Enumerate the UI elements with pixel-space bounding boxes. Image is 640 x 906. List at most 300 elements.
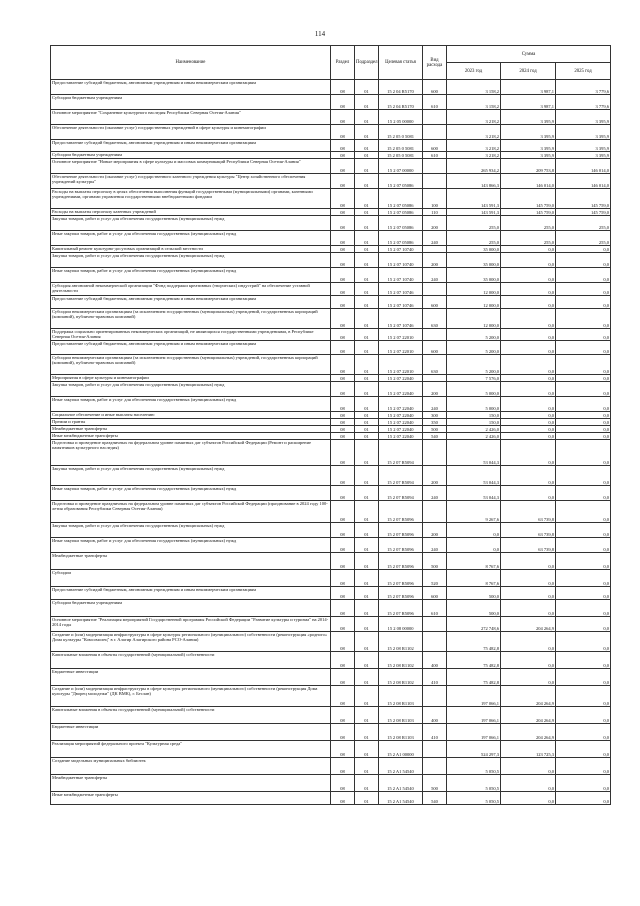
table-row	[51, 570, 611, 587]
row-razdel: 08	[331, 397, 355, 412]
row-sum-2023: 5 200,0	[447, 355, 501, 375]
row-podrazdel: 01	[355, 253, 379, 268]
row-name: Предоставление субсидий бюджетным, автономным учреждениям и иным некоммерческим организациям	[51, 341, 331, 355]
table-row	[51, 632, 611, 652]
row-sum-2025: 0,0	[556, 329, 611, 341]
row-razdel: 08	[331, 341, 355, 355]
table-row	[51, 296, 611, 309]
row-sum-2024: 255,0	[501, 231, 556, 246]
row-target: 15 2 07 10746	[379, 283, 423, 296]
row-sum-2024: 0,0	[501, 758, 556, 775]
row-sum-2024: 0,0	[501, 246, 556, 253]
row-target: 15 2 04 R5170	[379, 80, 423, 95]
row-sum-2023: 2 426,0	[447, 426, 501, 433]
row-razdel: 08	[331, 501, 355, 523]
row-sum-2023: 197 066,1	[447, 707, 501, 724]
row-vid: 200	[423, 466, 447, 486]
row-vid: 610	[423, 600, 447, 617]
row-podrazdel: 01	[355, 397, 379, 412]
row-sum-2025: 0,0	[556, 652, 611, 669]
row-vid: 500	[423, 553, 447, 570]
table-row	[51, 669, 611, 686]
row-vid	[423, 125, 447, 140]
table-row	[51, 341, 611, 355]
row-vid	[423, 686, 447, 707]
header-name: Наименование	[51, 46, 331, 80]
row-sum-2023: 3 218,2	[447, 110, 501, 125]
row-razdel: 08	[331, 570, 355, 587]
row-target: 15 2 07 22040	[379, 397, 423, 412]
row-sum-2025: 0,0	[556, 486, 611, 501]
row-name: Межбюджетные трансферты	[51, 426, 331, 433]
row-podrazdel: 01	[355, 686, 379, 707]
row-vid	[423, 159, 447, 174]
row-podrazdel: 01	[355, 792, 379, 805]
table-row	[51, 707, 611, 724]
row-sum-2023: 5 050,5	[447, 758, 501, 775]
row-vid: 410	[423, 669, 447, 686]
row-podrazdel: 01	[355, 246, 379, 253]
row-sum-2025: 0,0	[556, 587, 611, 600]
row-target: 15 2 07 05086	[379, 209, 423, 216]
row-sum-2025: 146 014,0	[556, 174, 611, 189]
row-sum-2025: 0,0	[556, 523, 611, 538]
row-target: 15 2 08 R1103	[379, 724, 423, 741]
row-sum-2025: 3 779,6	[556, 80, 611, 95]
row-name: Предоставление субсидий бюджетным, автономным учреждениям и иным некоммерческим организациям	[51, 296, 331, 309]
row-razdel: 08	[331, 152, 355, 159]
row-sum-2024: 0,0	[501, 553, 556, 570]
row-target: 15 2 08 R1102	[379, 632, 423, 652]
row-target: 15 2 07 R5094	[379, 466, 423, 486]
table-row	[51, 283, 611, 296]
row-name: Субсидия автономной некоммерческой организации "Фонд поддержки креативных (творческих) индустрий" на обеспечение уставной деятельности	[51, 283, 331, 296]
row-podrazdel: 01	[355, 440, 379, 466]
row-sum-2023: 8 767,6	[447, 570, 501, 587]
row-podrazdel: 01	[355, 617, 379, 632]
row-podrazdel: 01	[355, 80, 379, 95]
row-target: 15 2 07 R5094	[379, 440, 423, 466]
row-vid	[423, 246, 447, 253]
row-name: Иные закупки товаров, работ и услуг для обеспечения государственных (муниципальных) нужд	[51, 538, 331, 553]
table-row	[51, 792, 611, 805]
row-name: Бюджетные инвестиции	[51, 669, 331, 686]
row-target: 15 2 A1 54540	[379, 792, 423, 805]
row-sum-2024: 123 725,3	[501, 741, 556, 758]
header-year-2025: 2025 год	[556, 63, 611, 80]
row-target: 15 2 07 R5094	[379, 486, 423, 501]
row-target: 15 2 07 10746	[379, 296, 423, 309]
row-razdel: 08	[331, 440, 355, 466]
row-vid	[423, 174, 447, 189]
row-podrazdel: 01	[355, 174, 379, 189]
row-sum-2025: 0,0	[556, 758, 611, 775]
row-podrazdel: 01	[355, 341, 379, 355]
row-sum-2024: 0,0	[501, 382, 556, 397]
row-sum-2023: 500,0	[447, 600, 501, 617]
row-sum-2025: 0,0	[556, 632, 611, 652]
row-podrazdel: 01	[355, 140, 379, 152]
row-vid	[423, 375, 447, 382]
row-vid: 500	[423, 775, 447, 792]
row-sum-2023: 143 591,3	[447, 209, 501, 216]
row-sum-2025: 0,0	[556, 686, 611, 707]
row-podrazdel: 01	[355, 775, 379, 792]
row-sum-2023: 75 482,8	[447, 632, 501, 652]
row-sum-2025: 0,0	[556, 397, 611, 412]
row-razdel: 08	[331, 419, 355, 426]
row-sum-2024: 3 395,9	[501, 152, 556, 159]
row-razdel: 08	[331, 159, 355, 174]
row-name: Создание и (или) модернизация инфраструктуры в сфере культуры регионального (муниципального) собственности (реконструкция Дома культуры "Дворец молодежи" (ДК ВМК), г. Беслан)	[51, 686, 331, 707]
row-sum-2023: 8 767,6	[447, 553, 501, 570]
row-sum-2024: 0,0	[501, 412, 556, 419]
row-sum-2023: 12 000,0	[447, 309, 501, 329]
table-body	[51, 80, 611, 805]
row-name: Капитальные вложения в объекты государственной (муниципальной) собственности	[51, 707, 331, 724]
row-target: 15 2 07 R5096	[379, 553, 423, 570]
row-razdel: 08	[331, 617, 355, 632]
row-vid: 400	[423, 652, 447, 669]
row-sum-2023: 53 044,3	[447, 486, 501, 501]
row-podrazdel: 01	[355, 329, 379, 341]
row-podrazdel: 01	[355, 538, 379, 553]
row-target: 15 2 07 22040	[379, 375, 423, 382]
row-vid	[423, 110, 447, 125]
table-row	[51, 125, 611, 140]
row-sum-2023: 143 591,3	[447, 189, 501, 209]
table-row	[51, 724, 611, 741]
row-sum-2024: 204 264,9	[501, 724, 556, 741]
row-sum-2025: 0,0	[556, 412, 611, 419]
row-sum-2024: 63 739,8	[501, 523, 556, 538]
row-podrazdel: 01	[355, 95, 379, 110]
row-vid: 240	[423, 268, 447, 283]
row-sum-2025: 0,0	[556, 741, 611, 758]
row-sum-2025: 0,0	[556, 724, 611, 741]
row-podrazdel: 01	[355, 309, 379, 329]
row-sum-2023: 5 200,0	[447, 341, 501, 355]
row-podrazdel: 01	[355, 570, 379, 587]
row-sum-2023: 5 200,0	[447, 329, 501, 341]
row-target: 15 2 07 R5096	[379, 538, 423, 553]
row-target: 15 2 07 R5096	[379, 570, 423, 587]
table-row	[51, 466, 611, 486]
row-sum-2024: 0,0	[501, 792, 556, 805]
row-podrazdel: 01	[355, 159, 379, 174]
row-target: 15 2 08 R1103	[379, 707, 423, 724]
table-row	[51, 587, 611, 600]
row-sum-2024: 0,0	[501, 341, 556, 355]
row-name: Закупка товаров, работ и услуг для обеспечения государственных (муниципальных) нужд	[51, 253, 331, 268]
row-sum-2025: 145 759,0	[556, 189, 611, 209]
row-sum-2023: 150,0	[447, 412, 501, 419]
row-target: 15 2 07 22010	[379, 355, 423, 375]
row-name: Иные межбюджетные трансферты	[51, 433, 331, 440]
row-vid: 610	[423, 95, 447, 110]
row-podrazdel: 01	[355, 652, 379, 669]
row-sum-2025: 255,0	[556, 216, 611, 231]
row-podrazdel: 01	[355, 632, 379, 652]
row-podrazdel: 01	[355, 553, 379, 570]
row-name: Закупка товаров, работ и услуг для обеспечения государственных (муниципальных) нужд	[51, 466, 331, 486]
row-name: Капитальные вложения в объекты государственной (муниципальной) собственности	[51, 652, 331, 669]
table-row	[51, 140, 611, 152]
row-vid: 200	[423, 523, 447, 538]
row-target: 15 2 07 22040	[379, 419, 423, 426]
row-razdel: 08	[331, 268, 355, 283]
row-razdel: 08	[331, 140, 355, 152]
table-row	[51, 433, 611, 440]
row-razdel: 08	[331, 216, 355, 231]
row-podrazdel: 01	[355, 283, 379, 296]
row-sum-2025: 0,0	[556, 440, 611, 466]
row-vid: 600	[423, 140, 447, 152]
table-row	[51, 80, 611, 95]
row-vid: 630	[423, 355, 447, 375]
row-name: Предоставление субсидий бюджетным, автономным учреждениям и иным некоммерческим организациям	[51, 80, 331, 95]
row-sum-2024: 0,0	[501, 296, 556, 309]
table-row	[51, 600, 611, 617]
table-row	[51, 419, 611, 426]
row-razdel: 08	[331, 329, 355, 341]
row-podrazdel: 01	[355, 741, 379, 758]
row-sum-2023: 3 158,2	[447, 80, 501, 95]
row-target: 15 2 05 0 5081	[379, 152, 423, 159]
row-vid: 410	[423, 724, 447, 741]
row-sum-2024: 145 759,0	[501, 209, 556, 216]
table-row	[51, 440, 611, 466]
row-razdel: 08	[331, 724, 355, 741]
row-name: Закупка товаров, работ и услуг для обеспечения государственных (муниципальных) нужд	[51, 216, 331, 231]
table-row	[51, 253, 611, 268]
row-vid	[423, 283, 447, 296]
row-target: 15 2 07 05086	[379, 189, 423, 209]
row-name: Закупка товаров, работ и услуг для обеспечения государственных (муниципальных) нужд	[51, 382, 331, 397]
row-vid: 540	[423, 792, 447, 805]
row-sum-2025: 0,0	[556, 600, 611, 617]
row-name: Создание модельных муниципальных библиотек	[51, 758, 331, 775]
table-row	[51, 686, 611, 707]
table-row	[51, 216, 611, 231]
table-row	[51, 329, 611, 341]
row-vid: 200	[423, 382, 447, 397]
row-sum-2025: 0,0	[556, 707, 611, 724]
row-sum-2023: 143 866,3	[447, 174, 501, 189]
row-target: 15 2 08 R1102	[379, 669, 423, 686]
row-sum-2024: 209 753,8	[501, 159, 556, 174]
table-row	[51, 617, 611, 632]
row-name: Иные межбюджетные трансферты	[51, 792, 331, 805]
row-vid	[423, 741, 447, 758]
row-podrazdel: 01	[355, 724, 379, 741]
row-podrazdel: 01	[355, 523, 379, 538]
row-sum-2023: 500,0	[447, 587, 501, 600]
row-name: Мероприятия в сфере культуры и кинематографии	[51, 375, 331, 382]
row-podrazdel: 01	[355, 433, 379, 440]
row-razdel: 08	[331, 174, 355, 189]
table-row	[51, 110, 611, 125]
row-podrazdel: 01	[355, 600, 379, 617]
row-sum-2023: 35 000,0	[447, 268, 501, 283]
row-sum-2023: 0,0	[447, 523, 501, 538]
row-podrazdel: 01	[355, 419, 379, 426]
row-sum-2024: 0,0	[501, 587, 556, 600]
row-sum-2025: 3 395,9	[556, 125, 611, 140]
row-sum-2024: 0,0	[501, 775, 556, 792]
row-name: Обеспечение деятельности (оказание услуг) государственных учреждений в сфере культуры и кинематографии	[51, 125, 331, 140]
row-podrazdel: 01	[355, 707, 379, 724]
row-sum-2024: 63 739,8	[501, 501, 556, 523]
row-sum-2024: 63 739,8	[501, 538, 556, 553]
row-name: Субсидии бюджетным учреждениям	[51, 95, 331, 110]
row-sum-2023: 35 000,0	[447, 253, 501, 268]
row-sum-2025: 0,0	[556, 382, 611, 397]
row-vid: 110	[423, 209, 447, 216]
row-target: 15 2 07 R5096	[379, 600, 423, 617]
row-target: 15 2 07 R5096	[379, 523, 423, 538]
row-sum-2025: 0,0	[556, 268, 611, 283]
row-sum-2024: 0,0	[501, 433, 556, 440]
row-razdel: 08	[331, 189, 355, 209]
row-podrazdel: 01	[355, 268, 379, 283]
row-target: 15 2 08 00000	[379, 617, 423, 632]
row-sum-2023: 53 044,3	[447, 440, 501, 466]
row-sum-2025: 3 395,9	[556, 140, 611, 152]
row-podrazdel: 01	[355, 466, 379, 486]
row-target: 15 2 07 00000	[379, 159, 423, 174]
row-razdel: 08	[331, 669, 355, 686]
row-name: Основное мероприятие "Реализация мероприятий Государственной программы Российской Федерации "Развитие культуры и туризма" на 2014-2014 годы	[51, 617, 331, 632]
row-sum-2024: 3 395,9	[501, 110, 556, 125]
row-razdel: 08	[331, 283, 355, 296]
row-sum-2025: 0,0	[556, 341, 611, 355]
row-name: Закупка товаров, работ и услуг для обеспечения государственных (муниципальных) нужд	[51, 523, 331, 538]
row-sum-2023: 5 050,5	[447, 775, 501, 792]
row-sum-2025: 0,0	[556, 283, 611, 296]
row-vid: 240	[423, 397, 447, 412]
row-target: 15 2 07 22040	[379, 433, 423, 440]
row-sum-2025: 0,0	[556, 538, 611, 553]
row-target: 15 2 05 00000	[379, 110, 423, 125]
row-vid: 350	[423, 419, 447, 426]
row-sum-2025: 0,0	[556, 355, 611, 375]
row-target: 15 2 07 10740	[379, 268, 423, 283]
row-sum-2023: 53 044,3	[447, 466, 501, 486]
row-podrazdel: 01	[355, 486, 379, 501]
row-sum-2025: 0,0	[556, 433, 611, 440]
table-row	[51, 397, 611, 412]
row-sum-2024: 0,0	[501, 652, 556, 669]
row-podrazdel: 01	[355, 412, 379, 419]
row-vid: 400	[423, 707, 447, 724]
row-target: 15 2 08 R1102	[379, 652, 423, 669]
row-sum-2023: 0,0	[447, 538, 501, 553]
row-razdel: 08	[331, 587, 355, 600]
row-razdel: 08	[331, 523, 355, 538]
table-row	[51, 209, 611, 216]
row-razdel: 08	[331, 600, 355, 617]
row-razdel: 08	[331, 125, 355, 140]
row-target: 15 2 07 05086	[379, 216, 423, 231]
header-year-2023: 2023 год	[447, 63, 501, 80]
row-razdel: 08	[331, 775, 355, 792]
row-name: Премии и гранты	[51, 419, 331, 426]
row-name: Иные закупки товаров, работ и услуг для обеспечения государственных (муниципальных) нужд	[51, 268, 331, 283]
row-vid: 240	[423, 486, 447, 501]
table-row	[51, 741, 611, 758]
row-razdel: 08	[331, 426, 355, 433]
row-name: Основное мероприятие "Новые мероприятия в сфере культуры и массовых коммуникаций Республики Северная Осетия-Алания"	[51, 159, 331, 174]
row-vid	[423, 501, 447, 523]
table-row	[51, 231, 611, 246]
row-razdel: 08	[331, 253, 355, 268]
row-sum-2025: 0,0	[556, 792, 611, 805]
row-sum-2024: 3 395,9	[501, 140, 556, 152]
row-razdel: 08	[331, 246, 355, 253]
row-sum-2025: 0,0	[556, 775, 611, 792]
row-vid: 100	[423, 189, 447, 209]
table-row	[51, 538, 611, 553]
row-target: 15 2 07 R5096	[379, 501, 423, 523]
row-target: 15 2 08 R1103	[379, 686, 423, 707]
row-sum-2025: 0,0	[556, 419, 611, 426]
row-vid	[423, 758, 447, 775]
row-podrazdel: 01	[355, 125, 379, 140]
row-vid: 600	[423, 80, 447, 95]
row-sum-2025: 255,0	[556, 231, 611, 246]
row-razdel: 08	[331, 95, 355, 110]
row-podrazdel: 01	[355, 209, 379, 216]
row-target: 15 2 07 10740	[379, 253, 423, 268]
row-vid	[423, 440, 447, 466]
row-sum-2023: 265 934,2	[447, 159, 501, 174]
row-sum-2023: 197 066,1	[447, 724, 501, 741]
row-sum-2023: 197 066,1	[447, 686, 501, 707]
row-sum-2024: 3 395,9	[501, 125, 556, 140]
row-vid: 500	[423, 426, 447, 433]
row-sum-2023: 3 218,2	[447, 125, 501, 140]
row-razdel: 08	[331, 309, 355, 329]
row-podrazdel: 01	[355, 231, 379, 246]
table-row	[51, 426, 611, 433]
row-podrazdel: 01	[355, 426, 379, 433]
row-sum-2025: 0,0	[556, 375, 611, 382]
row-razdel: 08	[331, 231, 355, 246]
row-sum-2024: 204 264,9	[501, 707, 556, 724]
row-sum-2024: 0,0	[501, 570, 556, 587]
row-vid: 200	[423, 253, 447, 268]
row-sum-2024: 146 014,0	[501, 174, 556, 189]
row-podrazdel: 01	[355, 296, 379, 309]
row-sum-2024: 0,0	[501, 669, 556, 686]
table-row	[51, 159, 611, 174]
row-name: Подготовка и проведение праздничных на федеральном уровне памятных дат субъектов Российской Федерации (Ремонт и расширение памятников культурного наследия)	[51, 440, 331, 466]
row-vid: 240	[423, 538, 447, 553]
row-sum-2025: 0,0	[556, 501, 611, 523]
table-row	[51, 309, 611, 329]
row-vid	[423, 632, 447, 652]
row-sum-2024: 3 987,1	[501, 95, 556, 110]
row-vid: 600	[423, 296, 447, 309]
row-vid	[423, 329, 447, 341]
row-sum-2023: 5 000,0	[447, 382, 501, 397]
row-sum-2025: 0,0	[556, 553, 611, 570]
row-razdel: 08	[331, 486, 355, 501]
row-podrazdel: 01	[355, 382, 379, 397]
table-row	[51, 355, 611, 375]
row-sum-2025: 3 395,9	[556, 152, 611, 159]
